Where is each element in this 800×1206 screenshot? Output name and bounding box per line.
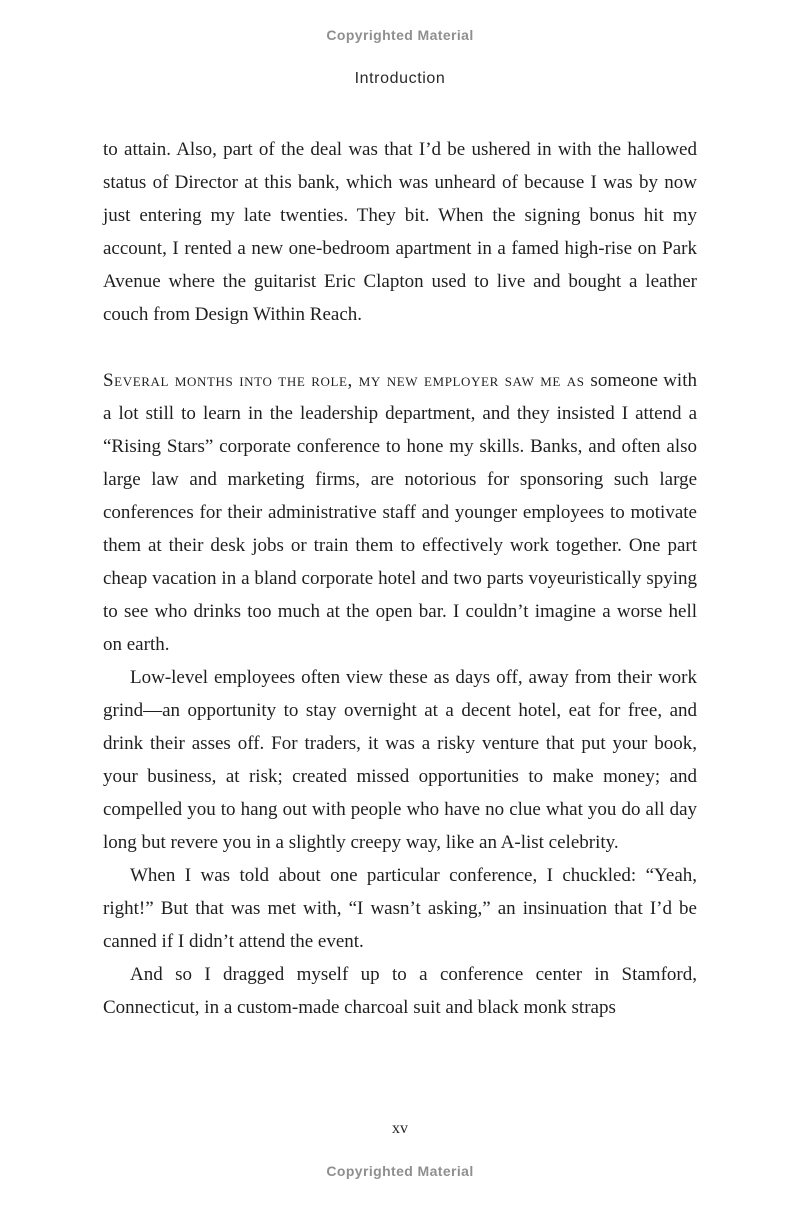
body-paragraph-continuation: to attain. Also, part of the deal was that I’d be ushered in with the hallowed status of Director at this bank, which was unheard of because I was by now just entering my late twenties. They bit. When the signing bonus hit my account, I rented a new one-bedroom apartment in a famed high-rise on Park Avenue where the guitarist Eric Clapton used to live and bought a leather couch from Design Within Reach.: [103, 139, 697, 325]
body-paragraph: When I was told about one particular conference, I chuckled: “Yeah, right!” But that was met with, “I wasn’t asking,” an insinuation that I’d be canned if I didn’t attend the event.: [103, 865, 697, 952]
body-paragraph-small-caps-opening: [103, 364, 697, 661]
body-text: [103, 133, 697, 1024]
copyright-notice-bottom: Copyrighted Material: [326, 1163, 474, 1179]
page-number: xv: [392, 1120, 408, 1137]
body-paragraph: And so I dragged myself up to a conference center in Stamford, Connecticut, in a custom-made charcoal suit and black monk straps: [103, 964, 697, 1018]
small-caps-lead: Several months into the role, my new employer saw me as: [103, 370, 591, 391]
body-paragraph: Low-level employees often view these as days off, away from their work grind—an opportunity to stay overnight at a decent hotel, eat for free, and drink their asses off. For traders, it was a risky venture that put your book, your business, at risk; created missed opportunities to make money; and compelled you to hang out with people who have no clue what you do all day long but revere you in a slightly creepy way, like an A-list celebrity.: [103, 667, 697, 853]
paragraph-rest: someone with a lot still to learn in the leadership department, and they insisted I attend a “Rising Stars” corporate conference to hone my skills. Banks, and often also large law and marketing firms, are notorious for sponsoring such large conferences for their administrative staff and younger employees to motivate them at their desk jobs or train them to effectively work together. One part cheap vacation in a bland corporate hotel and two parts voyeuristically spying to see who drinks too much at the open bar. I couldn’t imagine a worse hell on earth.: [103, 370, 697, 655]
section-title: Introduction: [354, 70, 446, 87]
copyright-notice-top: Copyrighted Material: [326, 27, 474, 43]
